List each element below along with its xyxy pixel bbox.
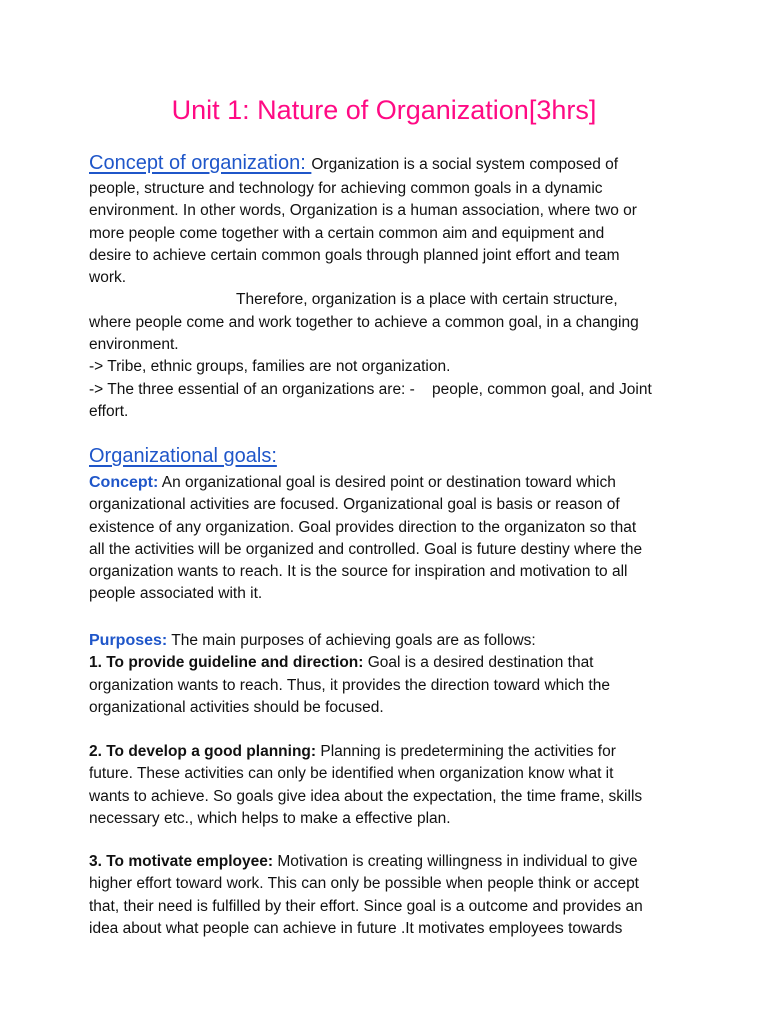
paragraph-line: necessary etc., which helps to make a effective plan. [89, 809, 451, 827]
paragraph-line: existence of any organization. Goal provides direction to the organizaton so that [89, 518, 637, 536]
paragraph-line: more people come together with a certain common aim and equipment and [89, 224, 605, 242]
concept-label: Concept: [89, 474, 159, 491]
paragraph-line: organizational activities are focused. Organizational goal is basis or reason of [89, 496, 620, 514]
paragraph-line: The main purposes of achieving goals are as follows: [167, 632, 536, 649]
paragraph-line: Organization is a social system composed of [311, 156, 619, 173]
paragraph-line: desire to achieve certain common goals through planned joint effort and team [89, 246, 620, 264]
paragraph-line: Planning is predetermining the activities for [316, 743, 616, 760]
paragraph-line: organization wants to reach. It is the source for inspiration and motivation to all [89, 563, 628, 581]
paragraph-line: that, their need is fulfilled by their effort. Since goal is a outcome and provides an [89, 897, 643, 915]
paragraph-line: organizational activities should be focused. [89, 698, 384, 716]
bullet-line: -> Tribe, ethnic groups, families are not organization. [89, 358, 451, 376]
purpose-1-label: 1. To provide guideline and direction: [89, 654, 364, 672]
paragraph-line: people, structure and technology for achieving common goals in a dynamic [89, 180, 603, 197]
paragraph-line: higher effort toward work. This can only be possible when people think or accept [89, 875, 639, 893]
purpose-2-label: 2. To develop a good planning: [89, 743, 317, 760]
paragraph-line: all the activities will be organized and controlled. Goal is future destiny where the [89, 540, 643, 558]
paragraph-line: An organizational goal is desired point or destination toward which [158, 474, 616, 491]
paragraph-line: people associated with it. [89, 585, 263, 603]
paragraph-line: environment. In other words, Organization is a human association, where two or [89, 202, 637, 220]
purposes-label: Purposes: [89, 632, 168, 649]
concept-of-organization-heading: Concept of organization: [89, 152, 312, 174]
paragraph-line: where people come and work together to achieve a common goal, in a changing [89, 313, 639, 331]
purpose-3-section [89, 851, 679, 940]
paragraph-line: idea about what people can achieve in future .It motivates employees towards [89, 919, 623, 937]
paragraph-line: Goal is a desired destination that [363, 654, 594, 672]
concept-of-organization-section [89, 150, 679, 423]
bullet-line: -> The three essential of an organizations are: - people, common goal, and Joint [89, 380, 652, 398]
purpose-3-label: 3. To motivate employee: [89, 853, 274, 870]
paragraph-line: environment. [89, 336, 179, 354]
paragraph-line: effort. [89, 402, 129, 420]
paragraph-line: Motivation is creating willingness in individual to give [273, 853, 638, 870]
purpose-2-section [89, 741, 679, 830]
paragraph-line: Therefore, organization is a place with certain structure, [236, 291, 618, 309]
page-title: Unit 1: Nature of Organization[3hrs] [171, 95, 597, 125]
paragraph-line: wants to achieve. So goals give idea about the expectation, the time frame, skills [89, 787, 643, 805]
organizational-goals-section [89, 442, 679, 606]
purposes-section [89, 630, 679, 719]
paragraph-line: future. These activities can only be identified when organization know what it [89, 765, 614, 783]
paragraph-line: organization wants to reach. Thus, it provides the direction toward which the [89, 676, 610, 694]
organizational-goals-heading: Organizational goals: [89, 445, 277, 467]
paragraph-line: work. [89, 269, 127, 287]
